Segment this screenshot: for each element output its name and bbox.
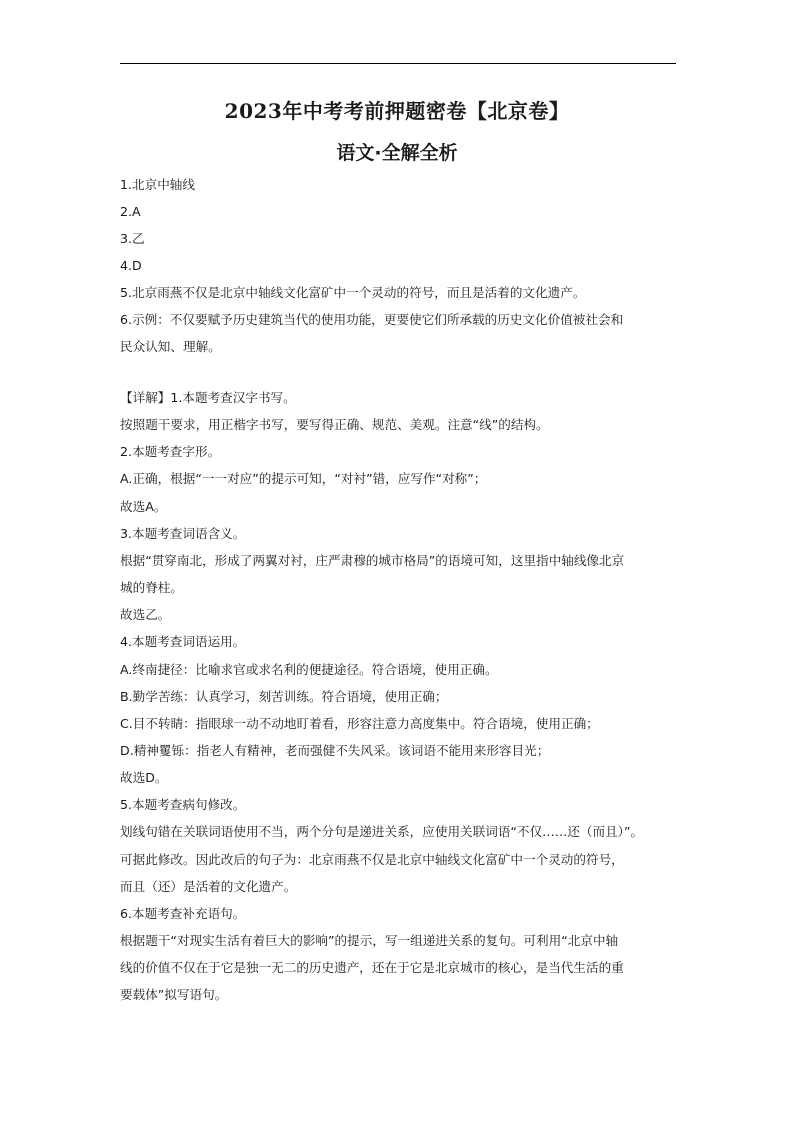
detail-line: 5.本题考查病句修改。 [120,797,246,812]
detail-line: 而且（还）是活着的文化遗产。 [120,879,297,894]
detail-heading: 【详解】1.本题考查汉字书写。 [120,390,296,405]
answer-4: 4.D [120,258,142,273]
detail-line: 6.本题考查补充语句。 [120,906,246,921]
answer-6-continued: 民众认知、理解。 [120,339,221,354]
detail-line: 可据此修改。因此改后的句子为：北京雨燕不仅是北京中轴线文化富矿中一个灵动的符号， [120,852,624,867]
detail-line: 根据题干“对现实生活有着巨大的影响”的提示，写一组递进关系的复句。可利用“北京中轴 [120,933,619,948]
detail-line: 城的脊柱。 [120,580,183,595]
answer-3: 3.乙 [120,231,145,246]
detail-line: 根据“贯穿南北，形成了两翼对衬，庄严肃穆的城市格局”的语境可知，这里指中轴线像北京 [120,553,625,568]
detail-line: 4.本题考查词语运用。 [120,634,246,649]
detail-line: 2.本题考查字形。 [120,444,221,459]
answer-2: 2.A [120,204,141,219]
detail-line: C.目不转睛：指眼球一动不动地盯着看，形容注意力高度集中。符合语境，使用正确； [120,716,599,731]
detail-line: 要载体”拟写语句。 [120,987,228,1002]
detail-line: 划线句错在关联词语使用不当，两个分句是递进关系，应使用关联词语“不仅……还（而且）”。 [120,824,644,839]
detail-line: 3.本题考查词语含义。 [120,526,246,541]
detail-line: 故选A。 [120,499,167,514]
detail-line: 故选乙。 [120,607,171,622]
document-title: 2023年中考考前押题密卷【北京卷】 [224,99,570,123]
detail-line: A.正确，根据“一一对应”的提示可知，“对衬”错，应写作“对称”； [120,471,487,486]
detail-line: 线的价值不仅在于它是独一无二的历史遗产，还在于它是北京城市的核心，是当代生活的重 [120,960,624,975]
detail-line: B.勤学苦练：认真学习，刻苦训练。符合语境，使用正确； [120,689,448,704]
answer-1: 1.北京中轴线 [120,177,195,192]
answer-5: 5.北京雨燕不仅是北京中轴线文化富矿中一个灵动的符号，而且是活着的文化遗产。 [120,285,586,300]
document-subtitle: 语文·全解全析 [336,142,458,164]
detail-line: 故选D。 [120,770,168,785]
header-rule [120,63,676,64]
detail-line: 按照题干要求，用正楷字书写，要写得正确、规范、美观。注意“线”的结构。 [120,417,549,432]
answer-6: 6.示例：不仅要赋予历史建筑当代的使用功能，更要使它们所承载的历史文化价值被社会和 [120,312,624,327]
detail-line: A.终南捷径：比喻求官或求名利的便捷途径。符合语境，使用正确。 [120,662,498,677]
detail-line: D.精神矍铄：指老人有精神，老而强健不失风采。该词语不能用来形容目光； [120,743,550,758]
